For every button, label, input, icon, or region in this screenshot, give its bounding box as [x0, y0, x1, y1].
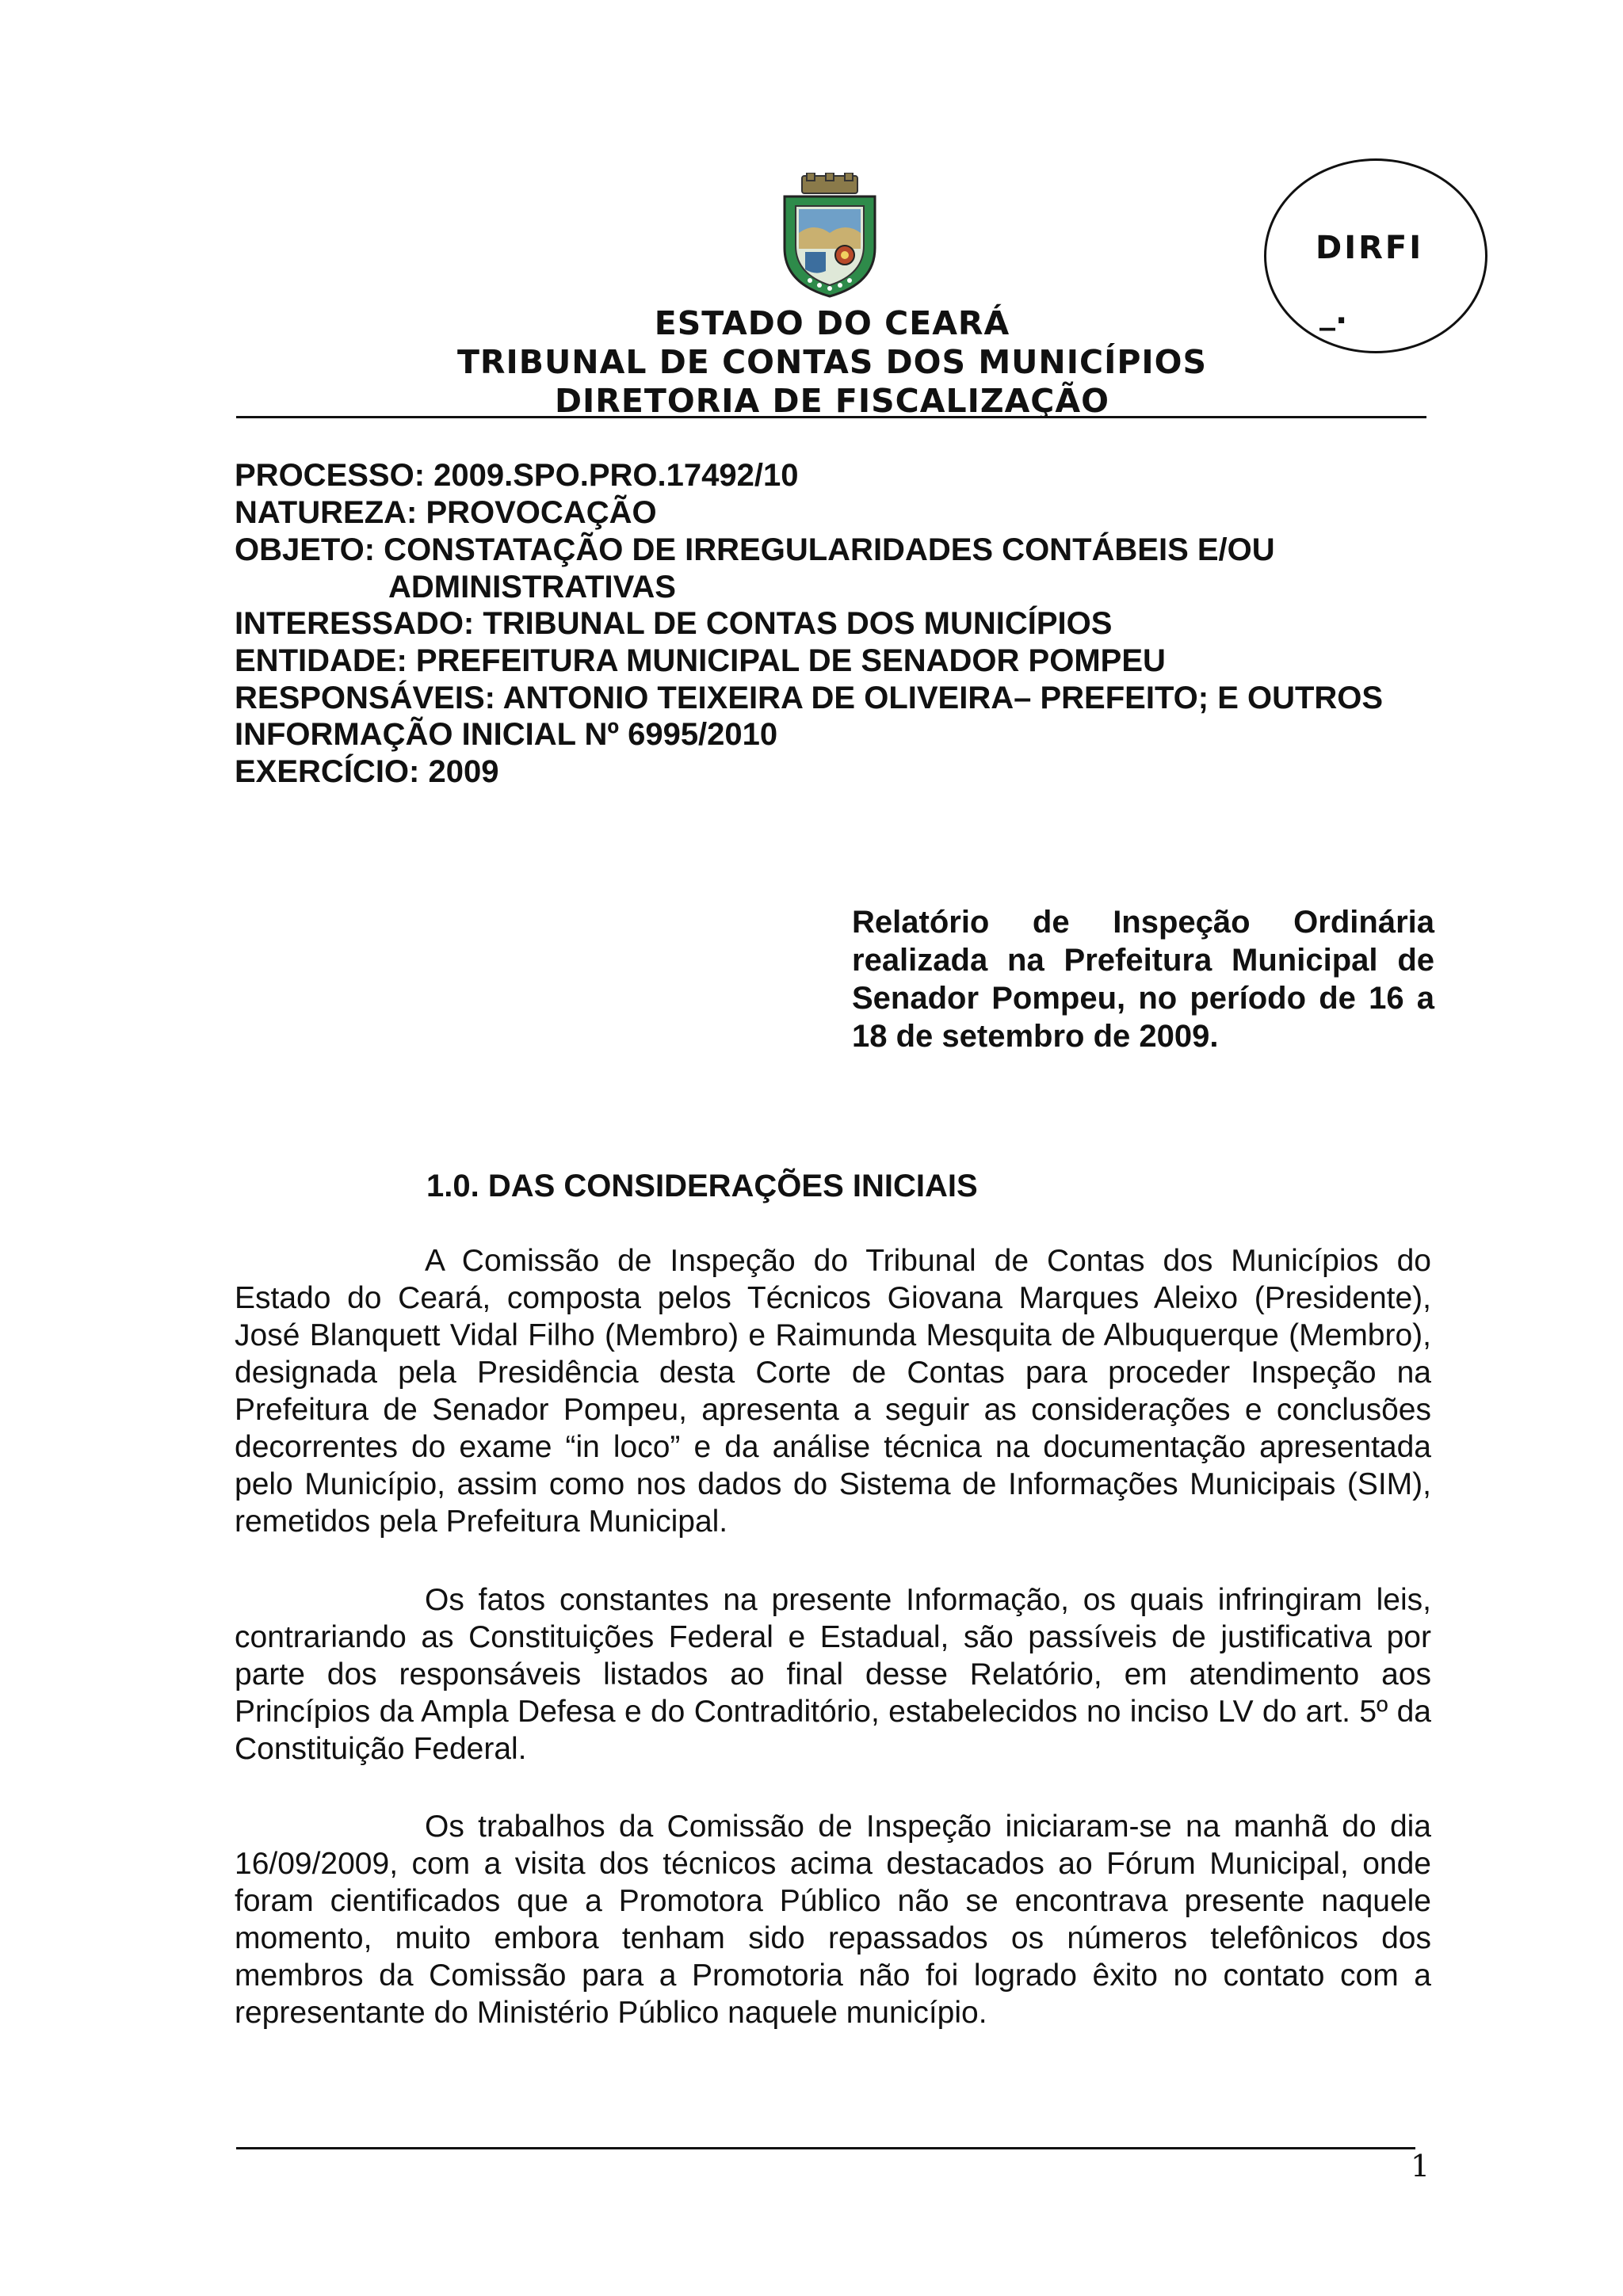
header-tribunal-name: TRIBUNAL DE CONTAS DOS MUNICÍPIOS [456, 343, 1208, 381]
dirfi-stamp-label: DIRFI [1316, 230, 1424, 266]
meta-entidade: ENTIDADE: PREFEITURA MUNICIPAL DE SENADOR POMPEU [235, 643, 1166, 678]
state-coat-of-arms-icon [778, 173, 881, 298]
meta-exercicio: EXERCÍCIO: 2009 [235, 754, 499, 789]
body-paragraph: Os fatos constantes na presente Informação, os quais infringiram leis, contrariando as Constituições Federal e Estadual, são passíveis de justificativa por parte dos responsáveis listados ao final desse Relatório, em atendimento aos Princípios da Ampla Defesa e do Contraditório, estabelecidos no inciso LV do art. 5º da Constituição Federal. [235, 1583, 1431, 1766]
meta-natureza: NATUREZA: PROVOCAÇÃO [235, 495, 657, 530]
meta-objeto-continued: ADMINISTRATIVAS [388, 570, 676, 605]
header-state-name: ESTADO DO CEARÁ [654, 304, 1010, 342]
meta-responsaveis: RESPONSÁVEIS: ANTONIO TEIXEIRA DE OLIVEIRA– PREFEITO; E OUTROS [235, 681, 1384, 715]
meta-interessado: INTERESSADO: TRIBUNAL DE CONTAS DOS MUNICÍPIOS [235, 606, 1113, 641]
report-summary: Relatório de Inspeção Ordinária realizada na Prefeitura Municipal de Senador Pompeu, no período de 16 a 18 de setembro de 2009. [852, 905, 1434, 1054]
meta-processo: PROCESSO: 2009.SPO.PRO.17492/10 [235, 458, 799, 493]
header-divider [236, 416, 1426, 418]
footer-divider [236, 2147, 1415, 2149]
meta-informacao: INFORMAÇÃO INICIAL Nº 6995/2010 [235, 717, 778, 752]
section-heading: 1.0. DAS CONSIDERAÇÕES INICIAIS [426, 1169, 978, 1203]
header-directorate-name: DIRETORIA DE FISCALIZAÇÃO [555, 382, 1109, 420]
page-number: 1 [1411, 2149, 1430, 2183]
body-paragraph: Os trabalhos da Comissão de Inspeção iniciaram-se na manhã do dia 16/09/2009, com a visita dos técnicos acima destacados ao Fórum Municipal, onde foram cientificados que a Promotora Público não se encontrava presente naquele momento, muito embora tenham sido repassados os números telefônicos dos membros da Comissão para a Promotoria não foi logrado êxito no contato com a representante do Ministério Público naquele município. [235, 1810, 1431, 2030]
dirfi-stamp-sub: _. [1319, 295, 1348, 331]
body-paragraph: A Comissão de Inspeção do Tribunal de Contas dos Municípios do Estado do Ceará, composta pelos Técnicos Giovana Marques Aleixo (Presidente), José Blanquett Vidal Filho (Membro) e Raimunda Mesquita de Albuquerque (Membro), designada pela Presidência desta Corte de Contas para proceder Inspeção na Prefeitura de Senador Pompeu, apresenta a seguir as considerações e conclusões decorrentes do exame “in loco” e da análise técnica na documentação apresentada pelo Município, assim como nos dados do Sistema de Informações Municipais (SIM), remetidos pela Prefeitura Municipal. [235, 1244, 1431, 1539]
meta-objeto: OBJETO: CONSTATAÇÃO DE IRREGULARIDADES CONTÁBEIS E/OU [235, 532, 1275, 567]
